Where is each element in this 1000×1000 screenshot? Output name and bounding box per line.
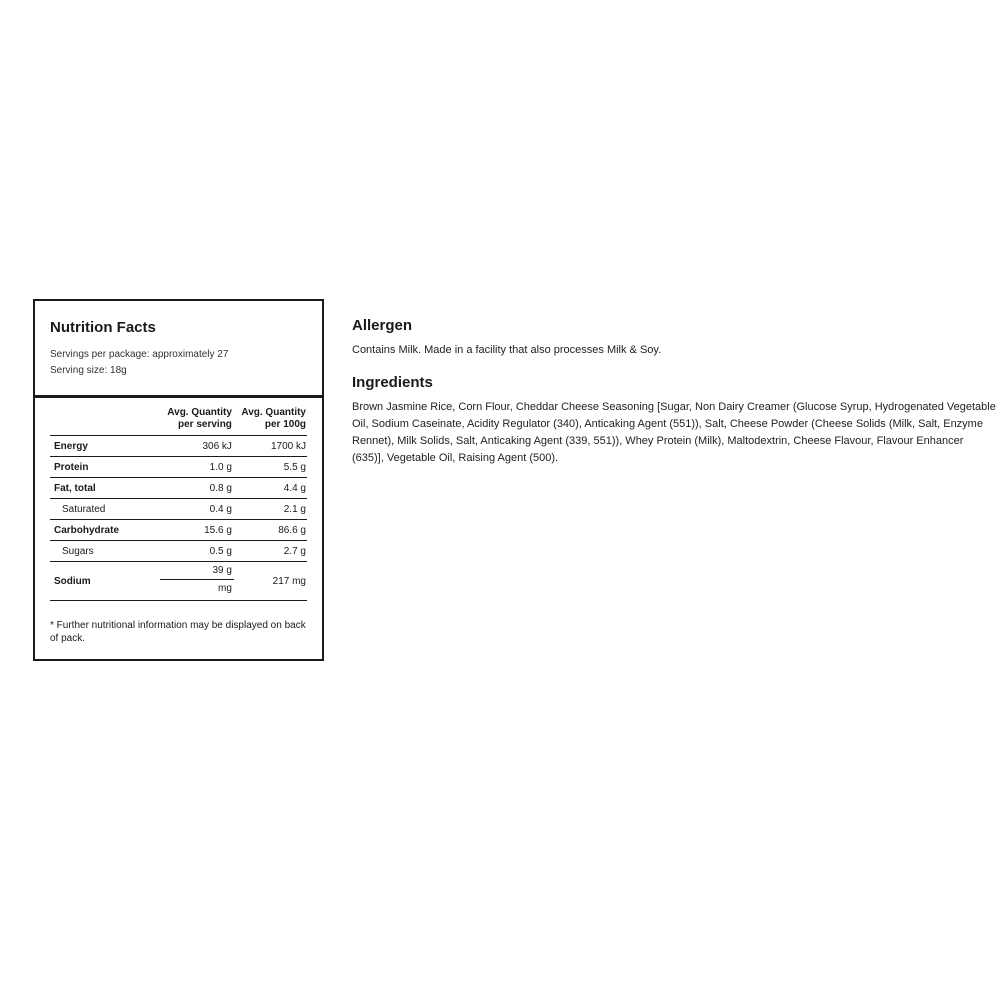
header-per-100g — [234, 407, 307, 436]
servings-per-package: Servings per package: approximately 27 — [50, 349, 229, 360]
sodium-per-serving-bottom: mg — [218, 583, 232, 594]
sodium-per-serving-top: 39 g — [160, 562, 234, 580]
saturated-per-100g: 2.1 g — [234, 499, 307, 520]
table-row — [50, 478, 307, 499]
table-row — [50, 520, 307, 541]
saturated-per-serving: 0.4 g — [160, 499, 234, 520]
nutrition-title: Nutrition Facts — [50, 319, 156, 336]
header-empty-cell — [50, 407, 160, 436]
header-per-100g-line1: Avg. Quantity — [241, 407, 306, 418]
header-divider — [35, 395, 322, 398]
row-label-sodium: Sodium — [50, 562, 160, 601]
ingredients-heading: Ingredients — [352, 374, 433, 391]
nutrition-facts-panel — [33, 299, 324, 661]
nutrition-footnote: * Further nutritional information may be displayed on back of pack. — [50, 620, 306, 644]
carbohydrate-per-100g: 86.6 g — [234, 520, 307, 541]
header-per-100g-line2: per 100g — [264, 419, 306, 430]
table-header-row — [50, 407, 307, 436]
row-label-energy: Energy — [50, 436, 160, 457]
sugars-per-serving: 0.5 g — [160, 541, 234, 562]
nutrition-table — [50, 407, 307, 601]
header-per-serving-line2: per serving — [178, 419, 232, 430]
row-label-protein: Protein — [50, 457, 160, 478]
row-label-carbohydrate: Carbohydrate — [50, 520, 160, 541]
fat-total-per-serving: 0.8 g — [160, 478, 234, 499]
header-per-serving — [160, 407, 234, 436]
table-row — [50, 436, 307, 457]
header-per-serving-line1: Avg. Quantity — [167, 407, 232, 418]
sodium-per-serving — [160, 562, 234, 601]
serving-size: Serving size: 18g — [50, 365, 127, 376]
product-info-column — [352, 316, 997, 467]
protein-per-serving: 1.0 g — [160, 457, 234, 478]
fat-total-per-100g: 4.4 g — [234, 478, 307, 499]
nutrition-header — [35, 301, 322, 394]
row-label-saturated: Saturated — [50, 499, 160, 520]
allergen-heading: Allergen — [352, 317, 413, 334]
table-row — [50, 541, 307, 562]
ingredients-text: Brown Jasmine Rice, Corn Flour, Cheddar Cheese Seasoning [Sugar, Non Dairy Creamer (Glucose Syrup, Hydrogenated Vegetable Oil, Sodium Caseinate, Acidity Regulator (340), Anticaking Agent (551)), Salt, Cheese Powder (Cheese Solids (Milk, Salt, Enzyme Rennet), Milk Solids, Salt, Anticaking Agent (339, 551)), Whey Protein (Milk), Maltodextrin, Cheese Flavour, Flavour Enhancer (635)], Vegetable Oil, Raising Agent (500). — [352, 401, 996, 464]
carbohydrate-per-serving: 15.6 g — [160, 520, 234, 541]
sugars-per-100g: 2.7 g — [234, 541, 307, 562]
table-row — [50, 457, 307, 478]
protein-per-100g: 5.5 g — [234, 457, 307, 478]
table-row — [50, 499, 307, 520]
allergen-text: Contains Milk. Made in a facility that also processes Milk & Soy. — [352, 344, 662, 356]
row-label-sugars: Sugars — [50, 541, 160, 562]
table-row — [50, 562, 307, 601]
sodium-per-100g: 217 mg — [234, 562, 307, 601]
row-label-fat-total: Fat, total — [50, 478, 160, 499]
energy-per-100g: 1700 kJ — [234, 436, 307, 457]
energy-per-serving: 306 kJ — [160, 436, 234, 457]
